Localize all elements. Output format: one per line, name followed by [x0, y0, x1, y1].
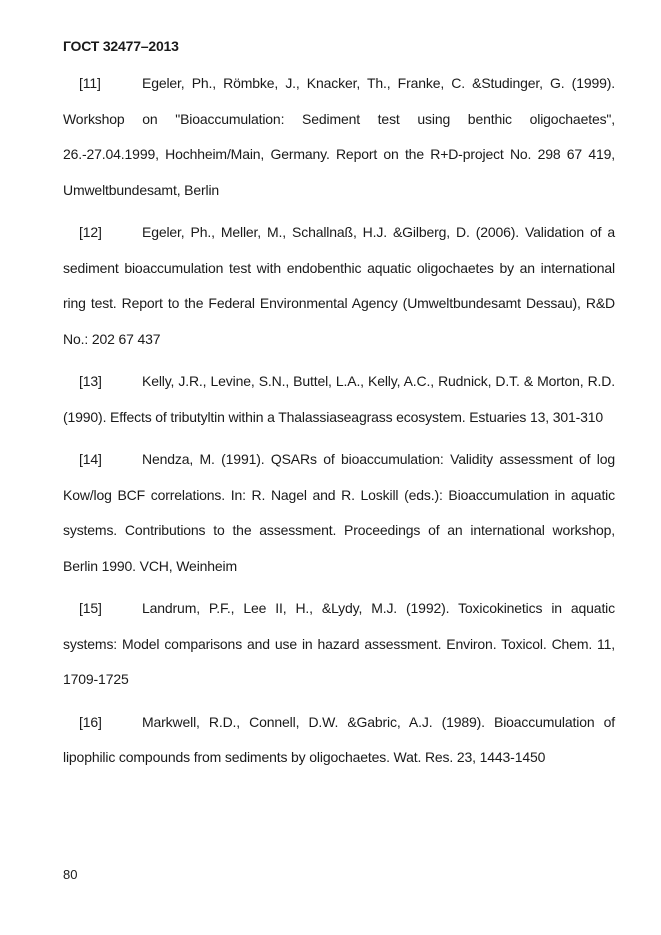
reference-text: Kelly, J.R., Levine, S.N., Buttel, L.A., Kelly, A.C., Rudnick, D.T. & Morton, R.D. (1990). Effects of tributyltin within a Thalassiaseagrass ecosystem. Estuaries 13, 301-310 [63, 373, 615, 425]
reference-text: Landrum, P.F., Lee II, H., &Lydy, M.J. (1992). Toxicokinetics in aquatic systems: Model comparisons and use in hazard assessment. Environ. Toxicol. Chem. 11, 1709-1725 [63, 600, 615, 687]
reference-number: [11] [79, 75, 101, 91]
reference-item [63, 215, 615, 357]
reference-text: Egeler, Ph., Meller, M., Schallnaß, H.J. &Gilberg, D. (2006). Validation of a sediment bioaccumulation test with endobenthic aquatic oligochaetes by an international ring test. Report to the Federal Environmental Agency (Umweltbundesamt Dessau), R&D No.: 202 67 437 [63, 224, 615, 347]
reference-number: [16] [79, 713, 102, 730]
page-number: 80 [63, 867, 78, 882]
reference-item [63, 442, 615, 584]
reference-list [63, 66, 615, 783]
reference-text: Egeler, Ph., Römbke, J., Knacker, Th., Franke, C. &Studinger, G. (1999). Workshop on "Bioaccumulation: Sediment test using benthic oligochaetes", 26.-27.04.1999, Hochheim/Main, Germany. Report on the R+D-project No. 298 67 419, Umweltbundesamt, Berlin [63, 75, 615, 198]
reference-item [63, 66, 615, 208]
reference-item [63, 705, 615, 776]
document-header: ГОСТ 32477–2013 [63, 38, 179, 54]
reference-item [63, 364, 615, 435]
reference-number: [15] [79, 600, 102, 616]
reference-item [63, 591, 615, 698]
reference-number: [14] [79, 451, 102, 467]
reference-number: [13] [79, 373, 102, 389]
reference-text: Nendza, M. (1991). QSARs of bioaccumulation: Validity assessment of log Kow/log BCF correlations. In: R. Nagel and R. Loskill (eds.): Bioaccumulation in aquatic systems. Contributions to the assessment. Proceedings of an international workshop, Berlin 1990. VCH, Weinheim [63, 451, 615, 574]
reference-number: [12] [79, 224, 102, 240]
reference-text: Markwell, R.D., Connell, D.W. &Gabric, A.J. (1989). Bioaccumulation of lipophilic compounds from sediments by oligochaetes. Wat. Res. 23, 1443-1450 [63, 713, 615, 765]
